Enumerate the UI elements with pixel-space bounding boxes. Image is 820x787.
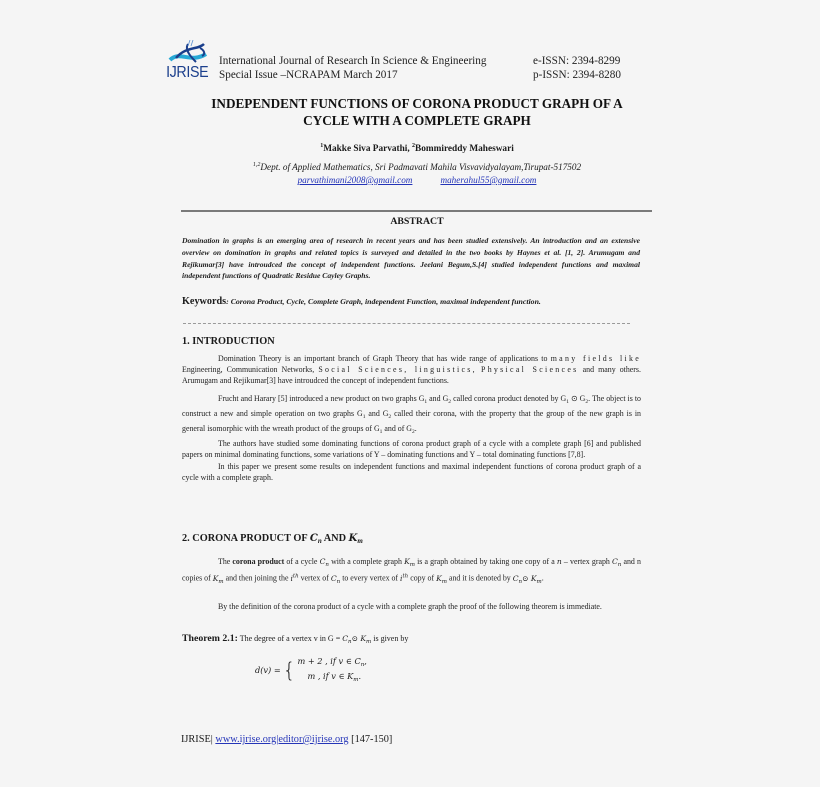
section-heading-introduction: 1. INTRODUCTION xyxy=(182,336,275,347)
intro-paragraph-2: Frucht and Harary [5] introduced a new product on two graphs $G_1$ and $G_2$ called corona product denoted by $G_1$ ⊙ $G_2$. The object is to construct a new and simple operation on two graphs $G_1$ and $G_2$ called their corona, with the property that the group of the new graph is in general isomorphic with the wreath product of the groups of $G_1$ and of $G_2$. xyxy=(182,393,641,436)
eissn: e-ISSN: 2394-8299 xyxy=(533,55,621,67)
abstract-text: Domination in graphs is an emerging area of research in recent years and has been studied extensively. An introduction and an extensive overview on domination in graphs and related topics is surveyed and detailed in the two books by Haynes et al. [1, 2]. Arumugam and Rejikumar[3] have introudced the concept of independent functions. Jeelani Begum,S.[4] studied independent functions and maximal independent functions of Quadratic Residue Cayley Graphs. xyxy=(182,236,640,281)
dashed-divider xyxy=(183,323,630,324)
email-link-1[interactable]: parvathimani2008@gmail.com xyxy=(297,175,413,185)
section-heading-corona: 2. CORONA PRODUCT OF $C_n$ AND $K_m$ xyxy=(182,533,363,545)
affiliation xyxy=(182,159,652,174)
horizontal-rule xyxy=(181,210,652,212)
author-emails xyxy=(182,175,652,185)
email-link-2[interactable]: maherahul55@gmail.com xyxy=(440,175,537,185)
title-line-1: INDEPENDENT FUNCTIONS OF CORONA PRODUCT GRAPH OF A xyxy=(211,96,623,111)
paper-title xyxy=(182,95,652,129)
intro-paragraph-3: The authors have studied some dominating functions of corona product graph of a cycle with a complete graph [6] and published papers on minimal dominating functions, some variations of Y – dominating functions and Y – total dominating functions [7,8]. xyxy=(182,439,641,460)
affil-mark: 1,2 xyxy=(252,162,261,168)
corona-definition xyxy=(182,556,641,612)
logo-text: IJRISE xyxy=(166,64,209,81)
degree-formula: d(v) = { m + 2 , if v ∈ $C_n$, m , if v ∈ $K_m$. xyxy=(255,656,367,683)
formula-lhs: d(v) = xyxy=(255,665,281,675)
intro-body xyxy=(182,353,641,483)
author-1: Makke Siva Parvathi, xyxy=(323,144,413,155)
page-footer xyxy=(181,734,392,745)
section2-paragraph-2: By the definition of the corona product of a cycle with a complete graph the proof of the following theorem is immediate. xyxy=(218,601,602,611)
journal-info xyxy=(219,55,486,82)
author1-mark: 1 xyxy=(320,143,324,149)
journal-name: International Journal of Research In Science & Engineering xyxy=(219,55,487,67)
keywords xyxy=(182,296,652,307)
footer-pages: [147-150] xyxy=(348,734,393,745)
author-2: Bommireddy Maheswari xyxy=(415,144,514,155)
issn-info xyxy=(533,55,621,82)
wave-icon xyxy=(166,40,212,66)
abstract-heading: ABSTRACT xyxy=(390,216,444,227)
intro-paragraph-4: In this paper we present some results on independent functions and maximal independent functions of corona product graph of a cycle with a complete graph. xyxy=(182,461,641,482)
formula-case-2: m , if v ∈ K xyxy=(307,671,354,681)
authors xyxy=(182,140,652,155)
author2-mark: 2 xyxy=(412,143,416,149)
footer-journal: IJRISE| xyxy=(181,734,213,745)
theorem-2-1: Theorem 2.1: The degree of a vertex v in $G = C_n⊙$ $K_m$ is given by xyxy=(182,633,409,645)
keywords-label: Keywords xyxy=(182,296,227,307)
affiliation-text: Dept. of Applied Mathematics, Sri Padmavati Mahila Visvavidyalayam,Tirupat-517502 xyxy=(260,162,582,173)
footer-links[interactable]: www.ijrise.org|editor@ijrise.org xyxy=(215,734,349,745)
theorem-label: Theorem 2.1: xyxy=(182,633,238,644)
pissn: p-ISSN: 2394-8280 xyxy=(533,68,621,81)
journal-logo xyxy=(166,40,212,82)
section2-paragraph-1: The corona product of a cycle $C_n$ with a complete graph $K_m$ is a graph obtained by taking one copy of a n – vertex graph $C_n$ and n copies of $K_m$ and then joining the $i^{th}$ vertex of $C_n$ to every vertex of $i^{th}$ copy of $K_m$ and it is denoted by $C_n⊙$ $K_m$. xyxy=(182,557,641,585)
keywords-list: : Corona Product, Cycle, Complete Graph, independent Function, maximal independent function. xyxy=(226,297,541,306)
intro-paragraph-1: Domination Theory is an important branch of Graph Theory that has wide range of applications to many fields like Engineering, Communication Networks, Social Sciences, linguistics, Physical Sciences and many others. Arumugam and Rejikumar[3] have introudced the concept of independent functions. xyxy=(182,354,641,386)
formula-case-1: m + 2 , if v ∈ C xyxy=(297,656,361,666)
title-line-2: CYCLE WITH A COMPLETE GRAPH xyxy=(303,113,531,128)
journal-issue: Special Issue –NCRAPAM March 2017 xyxy=(219,68,398,81)
